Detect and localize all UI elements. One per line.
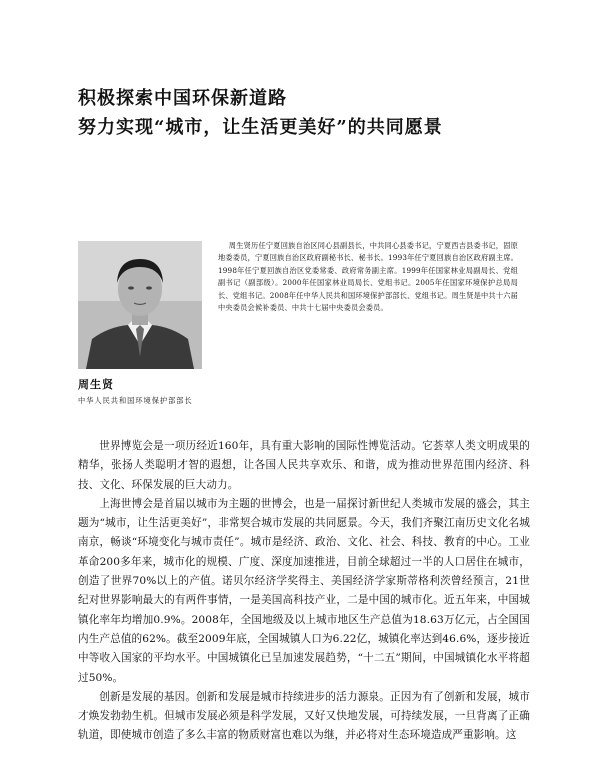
body-paragraph: 世界博览会是一项历经近160年，具有重大影响的国际性博览活动。它荟萃人类文明成果的精华，张扬人类聪明才智的遐想，让各国人民共享欢乐、和谐，成为推动世界范围内经济、科技、文化、环保发展的巨大动力。 [78, 440, 530, 491]
article-body [78, 437, 530, 746]
portrait-illustration [78, 241, 202, 369]
body-paragraph: 创新是发展的基因。创新和发展是城市持续进步的活力源泉。正因为有了创新和发展，城市才焕发勃勃生机。但城市发展必须是科学发展，又好又快地发展，可持续发展，一旦背离了正确轨道，即使城市创造了多么丰富的物质财富也难以为继，并必将对生态环境造成严重影响。这 [78, 690, 530, 742]
author-biography: 周生贤历任宁夏回族自治区同心县副县长，中共同心县委书记，宁夏西吉县委书记，固原地委委员，宁夏回族自治区政府副秘书长、秘书长。1993年任宁夏回族自治区政府副主席。1998年任宁夏回族自治区党委常委、政府常务副主席。1999年任国家林业局副局长、党组副书记（副部级）。2000年任国家林业局局长、党组书记。2005年任国家环境保护总局局长、党组书记。2008年任中华人民共和国环境保护部部长、党组书记。周生贤是中共十六届中央委员会候补委员、中共十七届中央委员会委员。 [218, 241, 518, 313]
article-title-line2: 努力实现“城市，让生活更美好”的共同愿景 [78, 117, 443, 138]
author-portrait-photo [78, 241, 202, 369]
article-title-line1: 积极探索中国环保新道路 [78, 88, 287, 109]
body-paragraph: 上海世博会是首届以城市为主题的世博会，也是一届探讨新世纪人类城市发展的盛会，其主题为“城市，让生活更美好”，非常契合城市发展的共同愿景。今天，我们齐聚江南历史文化名城南京，畅谈“环境变化与城市责任”。城市是经济、政治、文化、社会、科技、教育的中心。工业革命200多年来，城市化的规模、广度、深度加速推进，目前全球超过一半的人口居住在城市，创造了世界70%以上的产值。诺贝尔经济学奖得主、美国经济学家斯蒂格利茨曾经预言，21世纪对世界影响最大的有两件事情，一是美国高科技产业，二是中国的城市化。近五年来，中国城镇化率年均增加0.9%。2008年，全国地级及以上城市地区生产总值为18.63万亿元，占全国国内生产总值的62%。截至2009年底，全国城镇人口为6.22亿，城镇化率达到46.6%，逐步接近中等收入国家的平均水平。中国城镇化已呈加速发展趋势，“十二五”期间，中国城镇化水平将超过50%。 [78, 497, 530, 684]
author-name: 周生贤 [78, 378, 114, 391]
author-position: 中华人民共和国环境保护部部长 [78, 396, 193, 405]
